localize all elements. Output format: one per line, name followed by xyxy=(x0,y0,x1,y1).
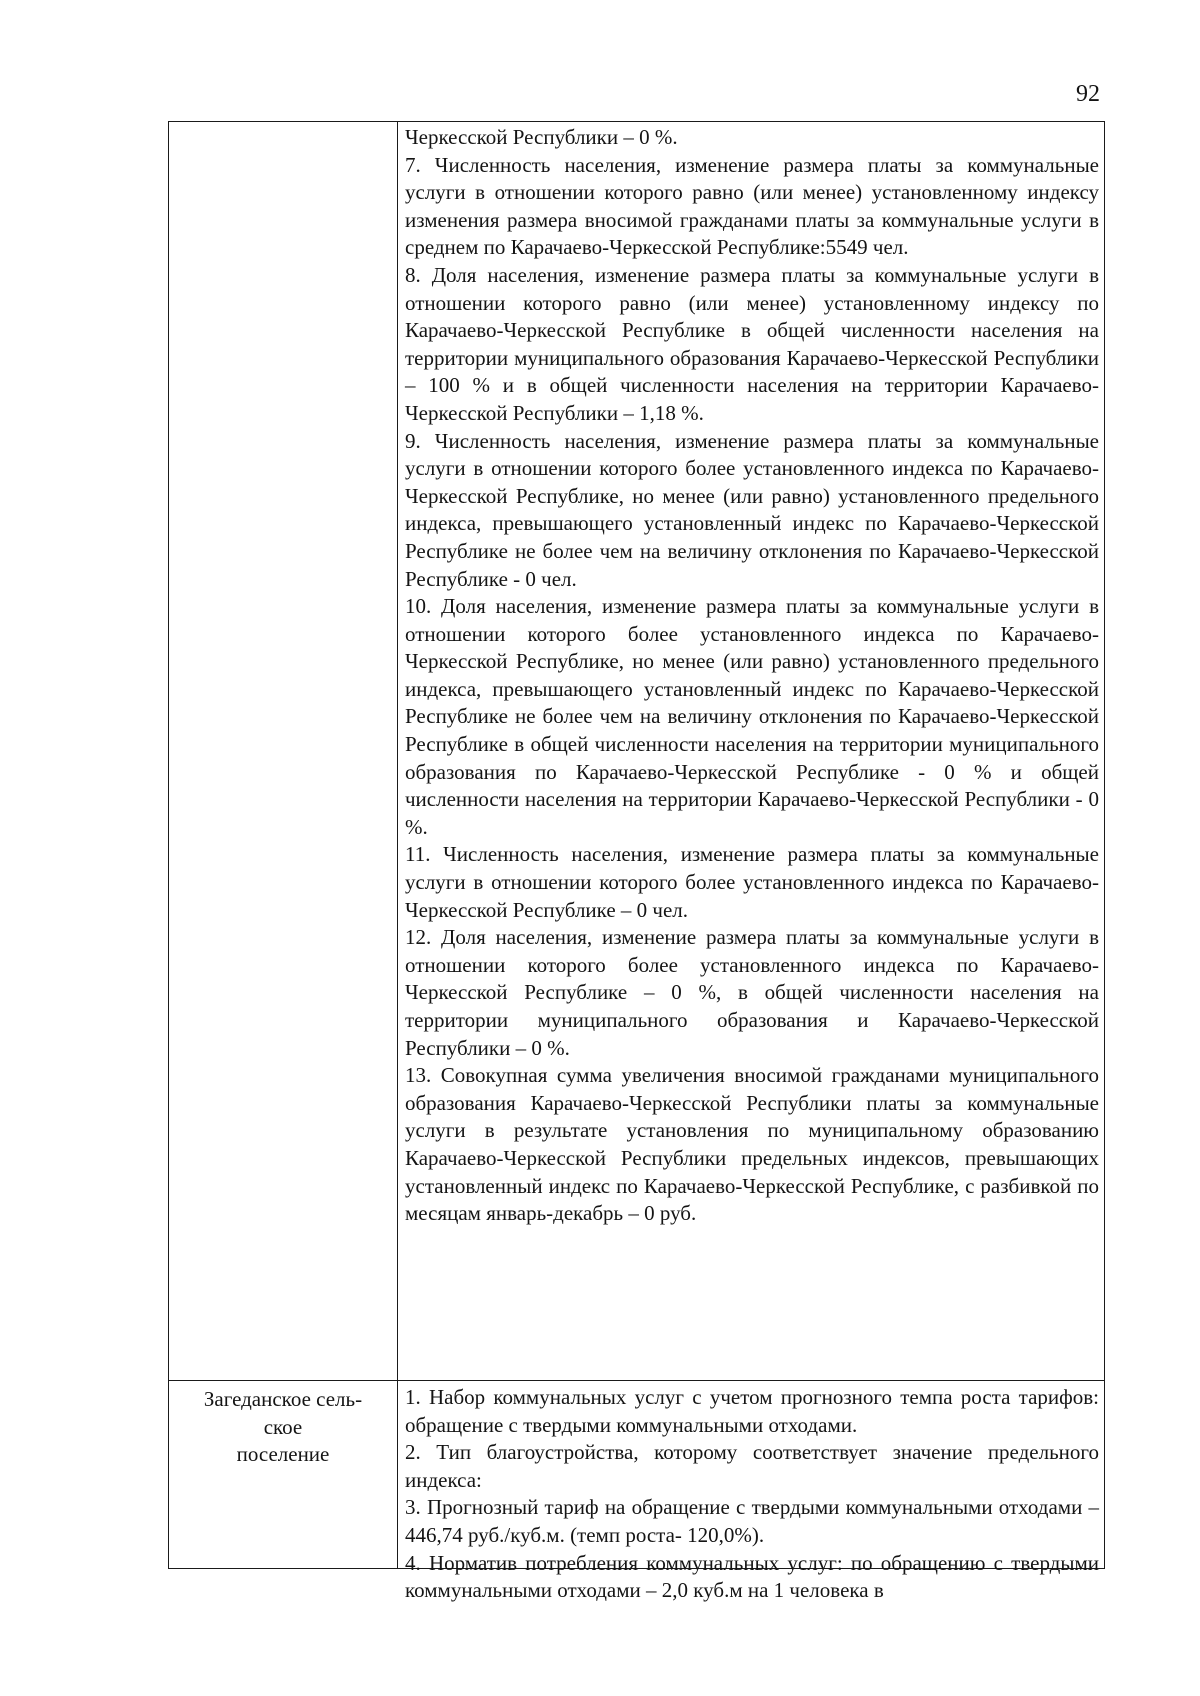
municipality-name-line: поселение xyxy=(236,1442,330,1467)
indicator-paragraph: 12. Доля населения, изменение размера платы за коммунальные услуги в отношении которого более установленного индекса по Карачаево-Черкесской Республике – 0 %, в общей численности населения на территории муниципального образования и Карачаево-Черкесской Республики – 0 %. xyxy=(405,925,1099,1060)
municipality-name-line: ское xyxy=(263,1414,303,1439)
row-divider xyxy=(169,1380,1104,1381)
indicator-paragraph: 2. Тип благоустройства, которому соответствует значение предельного индекса: xyxy=(405,1440,1099,1492)
municipality-name-line: Загеданское сель- xyxy=(203,1387,363,1411)
indicator-paragraph: 11. Численность населения, изменение размера платы за коммунальные услуги в отношении которого более установленного индекса по Карачаево-Черкесской Республике – 0 чел. xyxy=(405,842,1099,922)
indicator-paragraph: 7. Численность населения, изменение размера платы за коммунальные услуги в отношении которого равно (или менее) установленному индексу изменения размера вносимой гражданами платы за коммунальные услуги в среднем по Карачаево-Черкесской Республике:5549 чел. xyxy=(405,152,1099,260)
indicator-paragraph: 4. Норматив потребления коммунальных услуг: по обращению с твердыми коммунальными отходами – 2,0 куб.м на 1 человека в xyxy=(405,1550,1099,1603)
indicator-paragraph: Черкесской Республики – 0 %. xyxy=(405,125,678,149)
indicator-paragraph: 3. Прогнозный тариф на обращение с твердыми коммунальными отходами – 446,74 руб./куб.м. (темп роста- 120,0%). xyxy=(405,1495,1099,1547)
indicator-paragraph: 8. Доля населения, изменение размера платы за коммунальные услуги в отношении которого равно (или менее) установленному индексу по Карачаево-Черкесской Республике в общей численности населения на территории муниципального образования Карачаево-Черкесской Республики – 100 % и в общей численности населения на территории Карачаево-Черкесской Республики – 1,18 %. xyxy=(405,262,1099,425)
indicators-cell-row2 xyxy=(405,1384,1099,1605)
indicator-paragraph: 10. Доля населения, изменение размера платы за коммунальные услуги в отношении которого более установленного индекса по Карачаево-Черкесской Республике, но менее (или равно) установленного предельного индекса, превышающего установленный индекс по Карачаево-Черкесской Республике не более чем на величину отклонения по Карачаево-Черкесской Республике в общей численности населения на территории муниципального образования по Карачаево-Черкесской Республике - 0 % и общей численности населения на территории Карачаево-Черкесской Республики - 0 %. xyxy=(405,594,1099,839)
document-table xyxy=(168,121,1105,1603)
indicator-paragraph: 1. Набор коммунальных услуг с учетом прогнозного темпа роста тарифов: обращение с твердыми коммунальными отходами. xyxy=(405,1385,1099,1437)
indicator-paragraph: 9. Численность населения, изменение размера платы за коммунальные услуги в отношении которого более установленного индекса по Карачаево-Черкесской Республике, но менее (или равно) установленного предельного индекса, превышающего установленный индекс по Карачаево-Черкесской Республике не более чем на величину отклонения по Карачаево-Черкесской Республике - 0 чел. xyxy=(405,428,1099,591)
indicators-cell-row1 xyxy=(405,124,1099,1228)
municipality-name-cell xyxy=(169,1386,397,1469)
page-number: 92 xyxy=(1076,81,1100,107)
column-divider xyxy=(397,122,398,1568)
indicator-paragraph: 13. Совокупная сумма увеличения вносимой гражданами муниципального образования Карачаево-Черкесской Республики платы за коммунальные услуги в результате установления по муниципальному образованию Карачаево-Черкесской Республики предельных индексов, превышающих установленный индекс по Карачаево-Черкесской Республике, с разбивкой по месяцам январь-декабрь – 0 руб. xyxy=(405,1063,1099,1226)
